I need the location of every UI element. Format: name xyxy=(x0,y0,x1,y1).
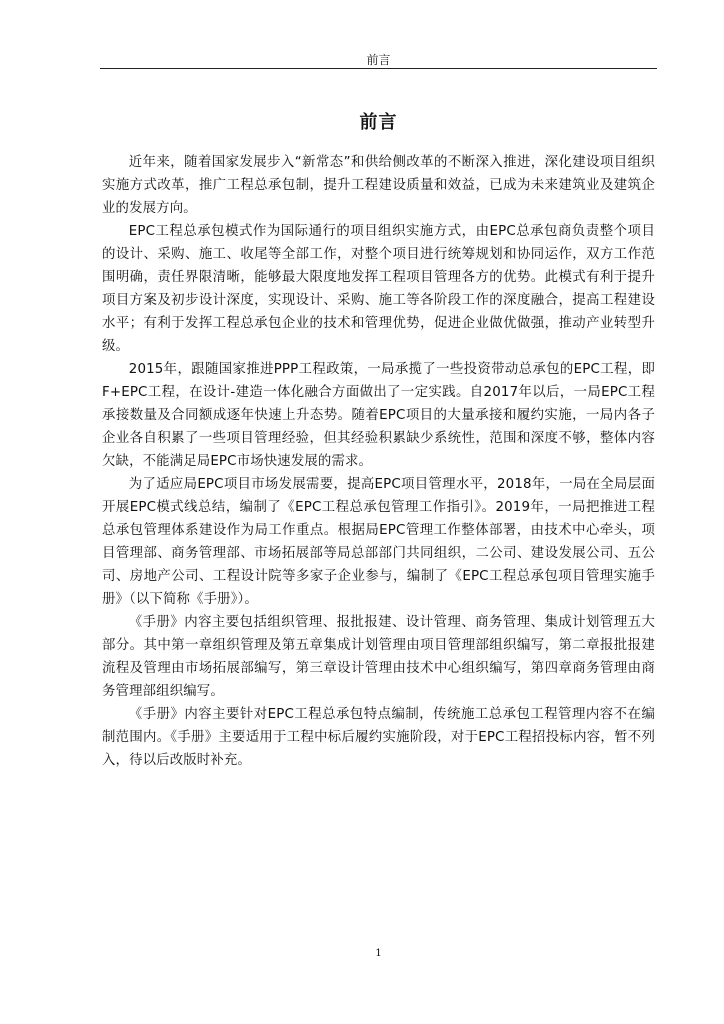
paragraph-4: 为了适应局EPC项目市场发展需要，提高EPC项目管理水平，2018年，一局在全局层面开展EPC模式线总结，编制了《EPC工程总承包管理工作指引》。2019年，一局把推进工程总承包管理体系建设作为局工作重点。根据局EPC管理工作整体部署，由技术中心牵头，项目管理部、商务管理部、市场拓展部等局总部部门共同组织，二公司、建设发展公司、五公司、房地产公司、工程设计院等多家子企业参与，编制了《EPC工程总承包项目管理实施手册》（以下简称《手册》）。 xyxy=(102,477,655,607)
page-number: 1 xyxy=(375,948,382,959)
running-header: 前言 xyxy=(366,53,391,67)
page-title: 前言 xyxy=(359,112,398,133)
paragraph-5: 《手册》内容主要包括组织管理、报批报建、设计管理、商务管理、集成计划管理五大部分。其中第一章组织管理及第五章集成计划管理由项目管理部组织编写，第二章报批报建流程及管理由市场拓展部编写，第三章设计管理由技术中心组织编写，第四章商务管理由商务管理部组织编写。 xyxy=(102,615,655,699)
body-text xyxy=(102,151,655,772)
paragraph-1: 近年来，随着国家发展步入“新常态”和供给侧改革的不断深入推进，深化建设项目组织实施方式改革，推广工程总承包制，提升工程建设质量和效益，已成为未来建筑业及建筑企业的发展方向。 xyxy=(102,155,655,216)
header-rule xyxy=(100,68,657,69)
paragraph-3: 2015年，跟随国家推进PPP工程政策，一局承揽了一些投资带动总承包的EPC工程，即F+EPC工程，在设计-建造一体化融合方面做出了一定实践。自2017年以后，一局EPC工程承接数量及合同额成逐年快速上升态势。随着EPC项目的大量承接和履约实施，一局内各子企业各自积累了一些项目管理经验，但其经验积累缺少系统性，范围和深度不够，整体内容欠缺，不能满足局EPC市场快速发展的需求。 xyxy=(102,362,655,469)
paragraph-6: 《手册》内容主要针对EPC工程总承包特点编制，传统施工总承包工程管理内容不在编制范围内。《手册》主要适用于工程中标后履约实施阶段，对于EPC工程招投标内容，暂不列入，待以后改版时补充。 xyxy=(102,707,655,768)
paragraph-2: EPC工程总承包模式作为国际通行的项目组织实施方式，由EPC总承包商负责整个项目的设计、采购、施工、收尾等全部工作，对整个项目进行统筹规划和协同运作，双方工作范围明确，责任界限清晰，能够最大限度地发挥工程项目管理各方的优势。此模式有利于提升项目方案及初步设计深度，实现设计、采购、施工等各阶段工作的深度融合，提高工程建设水平；有利于发挥工程总承包企业的技术和管理优势，促进企业做优做强，推动产业转型升级。 xyxy=(102,224,655,354)
